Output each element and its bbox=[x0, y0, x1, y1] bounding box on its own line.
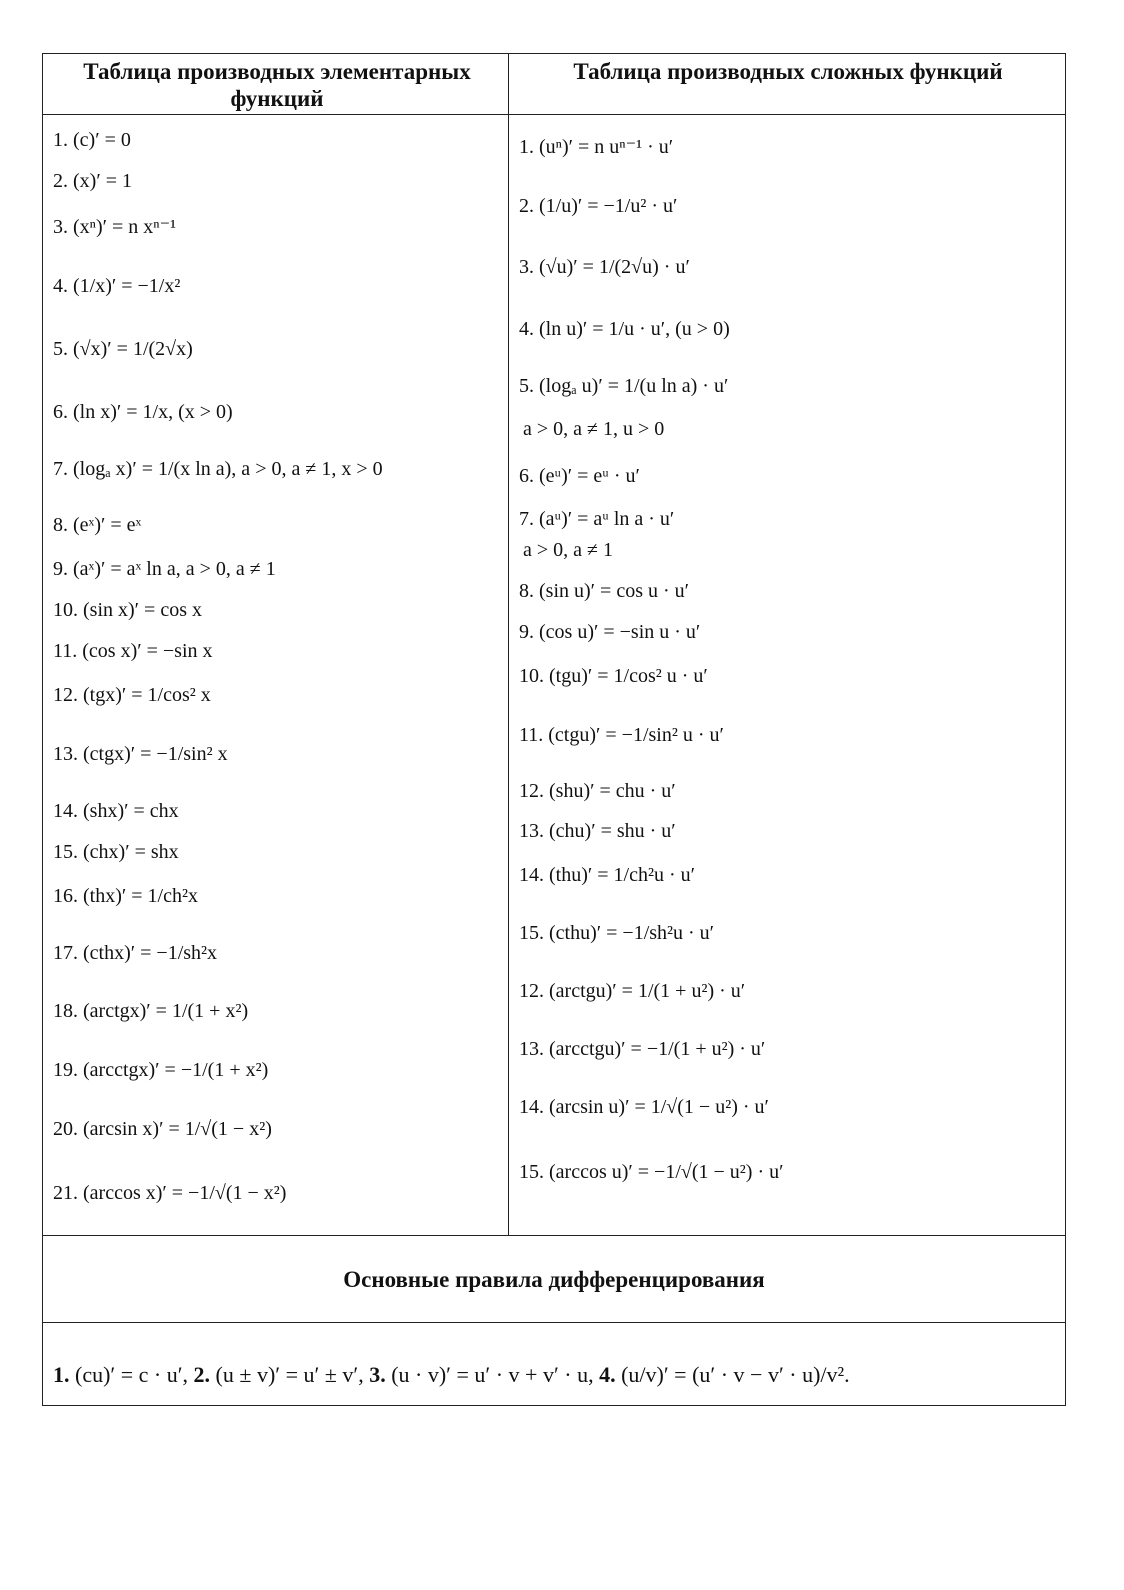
rules-divider bbox=[43, 1322, 1065, 1323]
rules-title: Основные правила дифференцирования bbox=[343, 1267, 765, 1292]
elementary-formula-7: 7. (logₐ x)′ = 1/(x ln a), a > 0, a ≠ 1, x > 0 bbox=[53, 458, 383, 480]
elementary-formula-12: 12. (tgx)′ = 1/cos² x bbox=[53, 684, 211, 706]
complex-formula-8: 8. (sin u)′ = cos u · u′ bbox=[519, 580, 690, 602]
rules-line bbox=[53, 1362, 850, 1388]
complex-formula-16: 12. (arctgu)′ = 1/(1 + u²) · u′ bbox=[519, 980, 746, 1002]
complex-formula-18: 14. (arcsin u)′ = 1/√(1 − u²) · u′ bbox=[519, 1096, 769, 1118]
rule-4-formula: (u/v)′ = (u′ · v − v′ · u)/v². bbox=[621, 1362, 850, 1387]
elementary-formula-2: 2. (x)′ = 1 bbox=[53, 170, 132, 192]
column-divider bbox=[508, 54, 509, 1235]
complex-formula-17: 13. (arcctgu)′ = −1/(1 + u²) · u′ bbox=[519, 1038, 766, 1060]
elementary-formula-1: 1. (c)′ = 0 bbox=[53, 129, 131, 151]
complex-formula-4: 4. (ln u)′ = 1/u · u′, (u > 0) bbox=[519, 318, 730, 340]
elementary-formula-11: 11. (cos x)′ = −sin x bbox=[53, 640, 213, 662]
complex-formula-1: 1. (uⁿ)′ = n uⁿ⁻¹ · u′ bbox=[519, 136, 674, 158]
complex-formula-15: 15. (cthu)′ = −1/sh²u · u′ bbox=[519, 922, 715, 944]
complex-formula-11: 11. (ctgu)′ = −1/sin² u · u′ bbox=[519, 724, 724, 746]
elementary-formula-4: 4. (1/x)′ = −1/x² bbox=[53, 275, 181, 297]
complex-formula-7-conditions: a > 0, a ≠ 1 bbox=[523, 539, 614, 561]
elementary-formula-17: 17. (cthx)′ = −1/sh²x bbox=[53, 942, 218, 964]
elementary-formula-9: 9. (aˣ)′ = aˣ ln a, a > 0, a ≠ 1 bbox=[53, 558, 276, 580]
rule-1-number: 1. bbox=[53, 1362, 70, 1387]
complex-column-title: Таблица производных сложных функций bbox=[573, 59, 1003, 84]
complex-formula-5: 5. (logₐ u)′ = 1/(u ln a) · u′ bbox=[519, 375, 729, 397]
elementary-formula-21: 21. (arccos x)′ = −1/√(1 − x²) bbox=[53, 1182, 287, 1204]
elementary-column-title: Таблица производных элементарных функций bbox=[83, 59, 471, 111]
complex-formula-6: 6. (eᵘ)′ = eᵘ · u′ bbox=[519, 465, 640, 487]
elementary-formula-19: 19. (arcctgx)′ = −1/(1 + x²) bbox=[53, 1059, 269, 1081]
rule-3-number: 3. bbox=[369, 1362, 386, 1387]
elementary-formula-3: 3. (xⁿ)′ = n xⁿ⁻¹ bbox=[53, 216, 177, 238]
complex-formula-3: 3. (√u)′ = 1/(2√u) · u′ bbox=[519, 256, 690, 278]
complex-formula-10: 10. (tgu)′ = 1/cos² u · u′ bbox=[519, 665, 708, 687]
rule-2-formula: (u ± v)′ = u′ ± v′, bbox=[215, 1362, 364, 1387]
derivative-table bbox=[42, 53, 1066, 1406]
elementary-formula-16: 16. (thx)′ = 1/ch²x bbox=[53, 885, 198, 907]
rule-1-formula: (cu)′ = c · u′, bbox=[75, 1362, 189, 1387]
rule-3-formula: (u · v)′ = u′ · v + v′ · u, bbox=[391, 1362, 594, 1387]
elementary-formula-15: 15. (chx)′ = shx bbox=[53, 841, 179, 863]
table-bottom-divider bbox=[43, 1235, 1065, 1236]
rule-2-number: 2. bbox=[193, 1362, 211, 1387]
complex-formula-14: 14. (thu)′ = 1/ch²u · u′ bbox=[519, 864, 695, 886]
elementary-formula-6: 6. (ln x)′ = 1/x, (x > 0) bbox=[53, 401, 233, 423]
elementary-formula-5: 5. (√x)′ = 1/(2√x) bbox=[53, 338, 193, 360]
complex-formula-7: 7. (aᵘ)′ = aᵘ ln a · u′ bbox=[519, 508, 675, 530]
complex-formula-5-conditions: a > 0, a ≠ 1, u > 0 bbox=[523, 418, 665, 440]
header-divider bbox=[43, 114, 1065, 115]
elementary-formula-18: 18. (arctgx)′ = 1/(1 + x²) bbox=[53, 1000, 249, 1022]
complex-formula-19: 15. (arccos u)′ = −1/√(1 − u²) · u′ bbox=[519, 1161, 784, 1183]
complex-formula-9: 9. (cos u)′ = −sin u · u′ bbox=[519, 621, 701, 643]
complex-formula-12: 12. (shu)′ = chu · u′ bbox=[519, 780, 676, 802]
elementary-formula-13: 13. (ctgx)′ = −1/sin² x bbox=[53, 743, 228, 765]
elementary-formula-14: 14. (shx)′ = chx bbox=[53, 800, 179, 822]
complex-formula-2: 2. (1/u)′ = −1/u² · u′ bbox=[519, 195, 678, 217]
elementary-formula-8: 8. (eˣ)′ = eˣ bbox=[53, 514, 142, 536]
elementary-formula-10: 10. (sin x)′ = cos x bbox=[53, 599, 202, 621]
rule-4-number: 4. bbox=[599, 1362, 616, 1387]
elementary-formula-20: 20. (arcsin x)′ = 1/√(1 − x²) bbox=[53, 1118, 272, 1140]
complex-formula-13: 13. (chu)′ = shu · u′ bbox=[519, 820, 676, 842]
